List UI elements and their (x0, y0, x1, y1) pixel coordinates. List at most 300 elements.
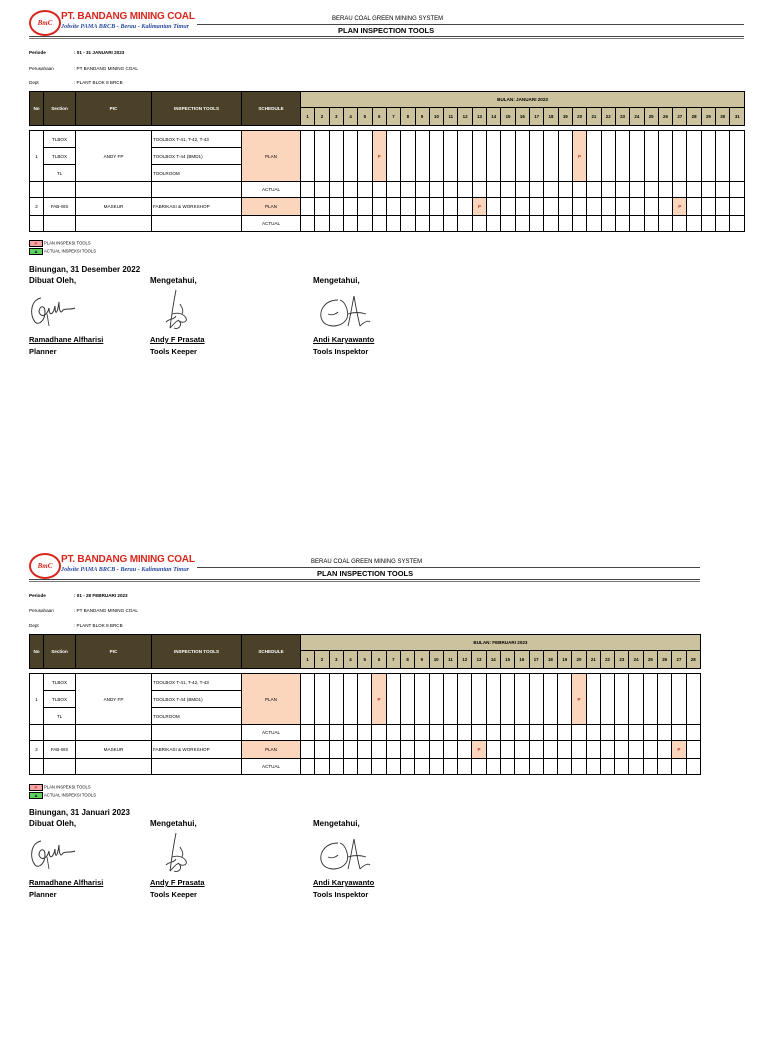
day-cell (529, 759, 543, 775)
section-cell: TL (44, 165, 76, 182)
day-cell (630, 216, 644, 232)
day-cell (301, 198, 315, 216)
day-cell (501, 131, 515, 182)
day-cell (386, 741, 400, 759)
day-cell (500, 741, 514, 759)
day-cell (687, 131, 701, 182)
title-rule-bottom-2 (29, 581, 700, 582)
day-header: 29 (701, 108, 715, 126)
day-header: 22 (600, 651, 614, 669)
day-cell (400, 759, 414, 775)
page-title: PLAN INSPECTION TOOLS (317, 569, 414, 578)
day-cell (544, 131, 558, 182)
day-header: 21 (586, 651, 600, 669)
pic-cell: ANDY FP (76, 674, 152, 725)
tools-cell (152, 182, 242, 198)
day-cell (530, 182, 544, 198)
plan-mark-p: P (372, 674, 386, 725)
day-cell (672, 674, 686, 725)
header-schedule: SCHEDULE (242, 635, 301, 669)
plan-mark-p: P (572, 674, 586, 725)
logo-emblem: BmC (29, 553, 61, 579)
day-cell (343, 198, 357, 216)
logo-emblem: BmC (29, 10, 61, 36)
day-header: 12 (458, 108, 472, 126)
day-cell (572, 182, 586, 198)
day-header: 21 (587, 108, 601, 126)
day-cell (301, 216, 315, 232)
pic-cell (76, 725, 152, 741)
jobsite-text: Jobsite PAMA BRCB - Berau - Kalimantan Timur (61, 23, 190, 30)
row-number: 1 (30, 131, 44, 182)
title-rule-bottom-2 (29, 38, 744, 39)
day-cell (458, 131, 472, 182)
signer-inspektor-role: Tools Inspektor (313, 347, 369, 356)
day-cell (486, 674, 500, 725)
day-header: 3 (329, 108, 343, 126)
day-cell (558, 182, 572, 198)
day-header: 3 (329, 651, 343, 669)
day-cell (501, 182, 515, 198)
day-cell (643, 741, 657, 759)
day-cell (443, 741, 457, 759)
day-cell (543, 741, 557, 759)
day-cell (343, 759, 357, 775)
day-cell (572, 725, 586, 741)
day-header: 26 (658, 108, 672, 126)
day-cell (372, 725, 386, 741)
section-cell: TL (44, 708, 76, 725)
signer-inspektor-name: Andi Karyawanto (313, 335, 375, 344)
header-pic: PIC (76, 635, 152, 669)
company-logo (29, 553, 197, 577)
day-cell (658, 131, 672, 182)
day-cell (386, 759, 400, 775)
day-cell (716, 182, 730, 198)
jobsite-text: Jobsite PAMA BRCB - Berau - Kalimantan Timur (61, 566, 190, 573)
day-cell (615, 198, 629, 216)
title-rule-bottom (29, 36, 744, 37)
day-cell (386, 725, 400, 741)
day-cell (372, 198, 386, 216)
day-header: 7 (386, 651, 400, 669)
place-date: Binungan, 31 Desember 2022 (29, 265, 141, 274)
schedule-plan: PLAN (242, 674, 301, 725)
day-cell (643, 725, 657, 741)
day-header: 26 (658, 651, 672, 669)
section-cell: TLBOX (44, 131, 76, 148)
day-cell (301, 131, 315, 182)
legend-plan: P PLAN INSPEKSI TOOLS (29, 784, 91, 791)
day-cell (515, 131, 529, 182)
day-cell (444, 198, 458, 216)
section-cell: FAB-WS (44, 741, 76, 759)
row-number (30, 216, 44, 232)
plan-mark-p: P (673, 198, 687, 216)
day-cell (644, 198, 658, 216)
day-cell (415, 759, 429, 775)
day-cell (629, 725, 643, 741)
day-cell (429, 216, 443, 232)
schedule-actual: ACTUAL (242, 725, 301, 741)
company-name: PT. BANDANG MINING COAL (61, 554, 195, 565)
pic-cell (76, 182, 152, 198)
day-cell (730, 198, 745, 216)
day-cell (343, 725, 357, 741)
schedule-actual: ACTUAL (242, 216, 301, 232)
day-cell (343, 182, 357, 198)
day-cell (673, 131, 687, 182)
day-cell (530, 216, 544, 232)
schedule-actual: ACTUAL (242, 182, 301, 198)
day-cell (586, 759, 600, 775)
day-cell (386, 131, 400, 182)
day-cell (400, 674, 414, 725)
day-header: 1 (301, 108, 315, 126)
day-cell (643, 759, 657, 775)
day-header: 17 (529, 651, 543, 669)
day-cell (429, 725, 443, 741)
day-cell (586, 741, 600, 759)
day-cell (615, 759, 629, 775)
day-cell (644, 131, 658, 182)
month-label: BULAN: JANUARI 2023 (301, 92, 745, 108)
day-cell (644, 216, 658, 232)
day-header: 19 (558, 651, 572, 669)
signer-inspektor-role: Tools Inspektor (313, 890, 369, 899)
dibuat-label: Dibuat Oleh, (29, 819, 77, 828)
pic-cell: MASKUR (76, 198, 152, 216)
day-header: 17 (530, 108, 544, 126)
day-cell (487, 198, 501, 216)
mengetahui-label-1: Mengetahui, (150, 819, 197, 828)
day-header: 19 (558, 108, 572, 126)
day-cell (615, 182, 629, 198)
pic-cell: MASKUR (76, 741, 152, 759)
system-title: BERAU COAL GREEN MINING SYSTEM (332, 16, 444, 22)
day-cell (315, 674, 329, 725)
section-cell (44, 182, 76, 198)
day-cell (343, 216, 357, 232)
day-cell (401, 182, 415, 198)
day-header: 27 (672, 651, 686, 669)
day-cell (487, 182, 501, 198)
day-cell (658, 182, 672, 198)
day-cell (386, 198, 400, 216)
day-cell (544, 216, 558, 232)
inspection-sheet-january: BmC PT. BANDANG MINING COAL Jobsite PAMA BRCB - Berau - Kalimantan Timur BERAU COAL GREEN MINING SYSTEM PLAN INSPECTION TOOLS Periode : 01 - 31 JANUARI 2023 Perusahaan : PT BANDANG MINING COAL Dept : PLANT BLOK 8 BRCB No Section PIC INSPECTION TOOLS SCHEDULE BULAN: JANUARI 2023 1 2 3 4 5 6 7 8 9 10 11 12 13 14 15 16 17 18 19 20 21 22 23 24 25 26 27 28 29 30 31 1 TLBOX ANDY FP TOOLBOX T-41, T-42, T-43 PLAN P P TLBOX TOOLBOX T-44 (BMD1) TL TOOLROOM ACTUAL 2 FAB-WS MASKUR FABRIKASI & WORKSHOP PLAN P P ACTUAL P PLAN INSPEKSI TOOLS A ACTUAL INSPEKSI TOOLS Binungan, 31 Desember 2022 Dibuat Oleh, Mengetahui, Mengetahui, Ramadhane Alfharisi Planner Andy F Prasata Tools Keeper Andi Karyawanto Tools Inspektor (0, 0, 768, 500)
day-cell (600, 741, 614, 759)
day-cell (472, 725, 486, 741)
day-cell (615, 216, 629, 232)
day-cell (472, 674, 486, 725)
day-cell (458, 216, 472, 232)
day-cell (600, 674, 614, 725)
day-cell (443, 725, 457, 741)
day-cell (730, 131, 745, 182)
day-cell (458, 198, 472, 216)
day-cell (515, 674, 529, 725)
row-number (30, 725, 44, 741)
day-cell (400, 725, 414, 741)
day-header: 14 (486, 651, 500, 669)
day-cell (472, 216, 486, 232)
day-header: 24 (629, 651, 643, 669)
day-cell (558, 131, 572, 182)
day-cell (301, 182, 315, 198)
pic-cell: ANDY FP (76, 131, 152, 182)
day-header: 15 (500, 651, 514, 669)
day-cell (301, 674, 315, 725)
company-logo (29, 10, 197, 34)
day-header: 6 (372, 651, 386, 669)
day-header: 2 (315, 651, 329, 669)
day-cell (658, 759, 672, 775)
schedule-plan: PLAN (242, 741, 301, 759)
section-cell: TLBOX (44, 691, 76, 708)
day-cell (587, 198, 601, 216)
day-cell (558, 741, 572, 759)
day-cell (500, 674, 514, 725)
day-header: 23 (615, 651, 629, 669)
place-date: Binungan, 31 Januari 2023 (29, 808, 130, 817)
day-cell (315, 182, 329, 198)
day-header: 5 (358, 108, 372, 126)
day-cell (372, 216, 386, 232)
row-number: 2 (30, 741, 44, 759)
section-cell (44, 216, 76, 232)
day-cell (701, 182, 715, 198)
day-cell (486, 725, 500, 741)
signer-planner-role: Planner (29, 890, 57, 899)
day-cell (543, 725, 557, 741)
day-cell (329, 131, 343, 182)
day-cell (472, 759, 486, 775)
day-cell (658, 216, 672, 232)
header-inspection-tools: INSPECTION TOOLS (152, 92, 242, 126)
day-cell (658, 674, 672, 725)
header-schedule: SCHEDULE (242, 92, 301, 126)
day-cell (472, 131, 486, 182)
day-cell (686, 741, 700, 759)
section-cell (44, 725, 76, 741)
day-cell (515, 759, 529, 775)
header-section: Section (44, 92, 76, 126)
day-cell (358, 725, 372, 741)
day-header: 30 (716, 108, 730, 126)
signature-tools-inspektor (316, 835, 372, 875)
tools-cell: TOOLROOM (152, 165, 242, 182)
day-cell (415, 674, 429, 725)
day-cell (529, 725, 543, 741)
mengetahui-label-2: Mengetahui, (313, 819, 360, 828)
signature-tools-keeper (160, 831, 194, 877)
day-cell (629, 759, 643, 775)
day-cell (315, 725, 329, 741)
company-name: PT. BANDANG MINING COAL (61, 11, 195, 22)
day-cell (401, 131, 415, 182)
day-cell (386, 216, 400, 232)
day-cell (644, 182, 658, 198)
day-cell (343, 674, 357, 725)
header-inspection-tools: INSPECTION TOOLS (152, 635, 242, 669)
signer-planner-name: Ramadhane Alfharisi (29, 878, 104, 887)
day-cell (643, 674, 657, 725)
month-label: BULAN: FEBRUARI 2023 (301, 635, 701, 651)
day-cell (716, 198, 730, 216)
day-cell (429, 182, 443, 198)
header-no: No (30, 635, 44, 669)
signer-keeper-role: Tools Keeper (150, 890, 197, 899)
day-cell (529, 741, 543, 759)
day-header: 8 (401, 108, 415, 126)
day-cell (687, 182, 701, 198)
day-cell (386, 182, 400, 198)
day-cell (429, 131, 443, 182)
day-header: 12 (458, 651, 472, 669)
day-cell (358, 741, 372, 759)
day-cell (686, 725, 700, 741)
day-header: 24 (630, 108, 644, 126)
day-header: 15 (501, 108, 515, 126)
day-cell (501, 198, 515, 216)
plan-mark-p: P (672, 741, 686, 759)
day-cell (358, 759, 372, 775)
day-cell (415, 131, 429, 182)
schedule-actual: ACTUAL (242, 759, 301, 775)
day-header: 20 (572, 651, 586, 669)
day-cell (487, 216, 501, 232)
day-cell (658, 725, 672, 741)
inspection-sheet-february: BmC PT. BANDANG MINING COAL Jobsite PAMA BRCB - Berau - Kalimantan Timur BERAU COAL GREEN MINING SYSTEM PLAN INSPECTION TOOLS Periode : 01 - 28 FEBRUARI 2023 Perusahaan : PT BANDANG MINING COAL Dept : PLANT BLOK 8 BRCB No Section PIC INSPECTION TOOLS SCHEDULE BULAN: FEBRUARI 2023 1 2 3 4 5 6 7 8 9 10 11 12 13 14 15 16 17 18 19 20 21 22 23 24 25 26 27 28 1 TLBOX ANDY FP TOOLBOX T-41, T-42, T-43 PLAN P P TLBOX TOOLBOX T-44 (BMD1) TL TOOLROOM ACTUAL 2 FAB-WS MASKUR FABRIKASI & WORKSHOP PLAN P P ACTUAL P PLAN INSPEKSI TOOLS A ACTUAL INSPEKSI TOOLS Binungan, 31 Januari 2023 Dibuat Oleh, Mengetahui, Mengetahui, Ramadhane Alfharisi Planner Andy F Prasata Tools Keeper Andi Karyawanto Tools Inspektor (0, 543, 768, 1043)
day-header: 25 (643, 651, 657, 669)
day-cell (686, 674, 700, 725)
day-cell (529, 674, 543, 725)
day-cell (601, 198, 615, 216)
day-cell (329, 759, 343, 775)
day-cell (587, 182, 601, 198)
day-cell (401, 216, 415, 232)
day-cell (458, 759, 472, 775)
plan-mark-p: P (472, 198, 486, 216)
day-cell (358, 131, 372, 182)
day-header: 7 (386, 108, 400, 126)
day-cell (558, 674, 572, 725)
day-header: 10 (429, 108, 443, 126)
day-cell (615, 131, 629, 182)
row-number: 2 (30, 198, 44, 216)
tools-cell: FABRIKASI & WORKSHOP (152, 741, 242, 759)
day-cell (515, 182, 529, 198)
day-header: 11 (443, 651, 457, 669)
day-header: 2 (315, 108, 329, 126)
day-cell (444, 216, 458, 232)
plan-mark-p: P (472, 741, 486, 759)
day-cell (315, 741, 329, 759)
day-cell (458, 674, 472, 725)
day-cell (572, 198, 586, 216)
day-cell (543, 674, 557, 725)
day-cell (572, 759, 586, 775)
day-cell (530, 198, 544, 216)
day-cell (586, 674, 600, 725)
legend-plan: P PLAN INSPEKSI TOOLS (29, 240, 91, 247)
day-header: 13 (472, 651, 486, 669)
day-cell (515, 725, 529, 741)
day-cell (601, 131, 615, 182)
day-cell (329, 741, 343, 759)
day-cell (558, 725, 572, 741)
day-cell (372, 182, 386, 198)
pic-cell (76, 759, 152, 775)
day-cell (443, 759, 457, 775)
day-header: 16 (515, 651, 529, 669)
day-cell (658, 198, 672, 216)
day-cell (500, 759, 514, 775)
day-cell (458, 182, 472, 198)
day-cell (486, 741, 500, 759)
day-cell (329, 182, 343, 198)
day-cell (716, 216, 730, 232)
day-header: 18 (544, 108, 558, 126)
day-cell (315, 198, 329, 216)
header-section: Section (44, 635, 76, 669)
schedule-plan: PLAN (242, 131, 301, 182)
day-cell (687, 198, 701, 216)
title-rule-top (197, 567, 700, 568)
section-cell: TLBOX (44, 148, 76, 165)
day-cell (701, 131, 715, 182)
day-cell (458, 741, 472, 759)
day-cell (315, 759, 329, 775)
dibuat-label: Dibuat Oleh, (29, 276, 77, 285)
day-cell (486, 759, 500, 775)
header-pic: PIC (76, 92, 152, 126)
day-cell (630, 182, 644, 198)
day-cell (429, 741, 443, 759)
day-cell (458, 725, 472, 741)
day-cell (530, 131, 544, 182)
day-cell (301, 741, 315, 759)
signature-tools-keeper (160, 288, 194, 334)
day-header: 31 (730, 108, 745, 126)
tools-cell: TOOLROOM (152, 708, 242, 725)
day-cell (587, 131, 601, 182)
day-cell (400, 741, 414, 759)
day-header: 9 (415, 108, 429, 126)
day-header: 4 (343, 651, 357, 669)
signer-planner-name: Ramadhane Alfharisi (29, 335, 104, 344)
day-cell (544, 182, 558, 198)
tools-cell: TOOLBOX T-44 (BMD1) (152, 691, 242, 708)
day-cell (386, 674, 400, 725)
mengetahui-label-2: Mengetahui, (313, 276, 360, 285)
day-cell (343, 131, 357, 182)
day-cell (630, 198, 644, 216)
day-cell (372, 759, 386, 775)
day-cell (444, 182, 458, 198)
tools-cell (152, 759, 242, 775)
signature-planner (27, 292, 79, 332)
day-header: 22 (601, 108, 615, 126)
day-cell (558, 216, 572, 232)
day-header: 4 (343, 108, 357, 126)
tools-cell: FABRIKASI & WORKSHOP (152, 198, 242, 216)
tools-cell (152, 725, 242, 741)
day-cell (686, 759, 700, 775)
day-cell (672, 725, 686, 741)
day-cell (329, 674, 343, 725)
